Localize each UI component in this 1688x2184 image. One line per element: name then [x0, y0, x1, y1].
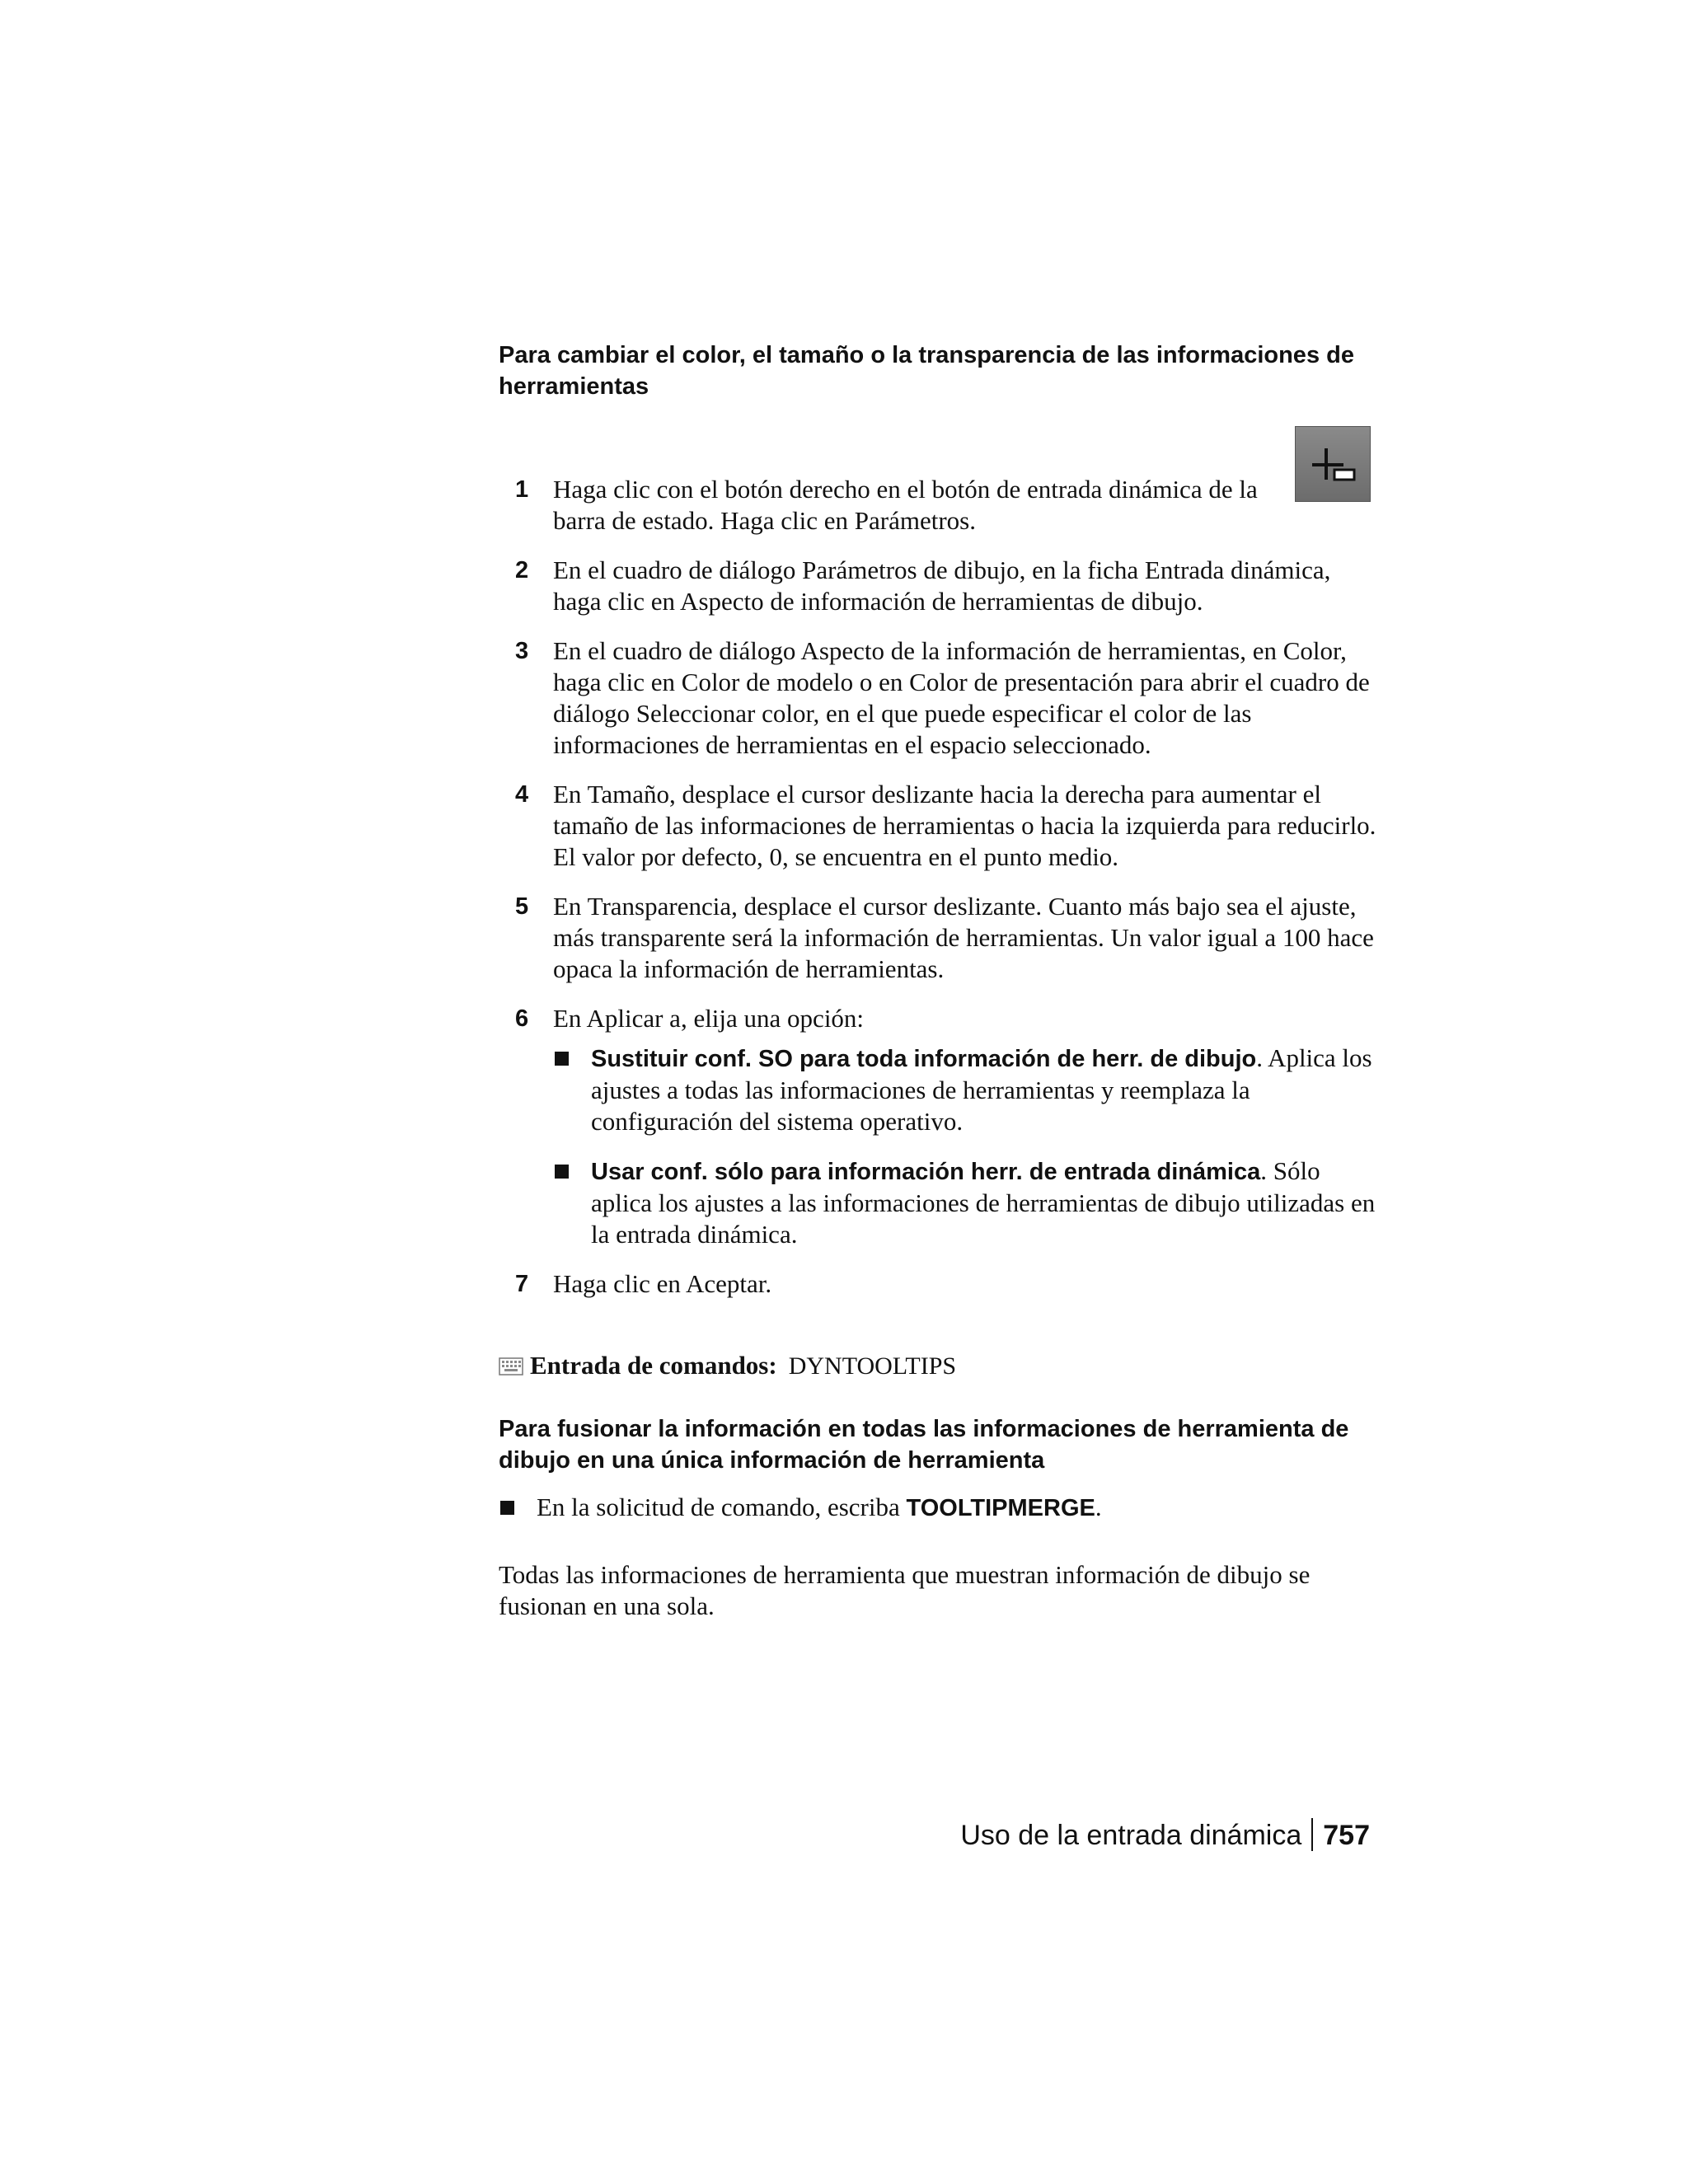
step-text: En el cuadro de diálogo Aspecto de la información de herramientas, en Color, haga clic en Color de modelo o en Color de presentación para abrir el cuadro de diálogo Seleccionar color, en el que puede especificar el color de las informaciones de herramientas en el espacio seleccionado. — [553, 636, 1370, 759]
step-item — [499, 635, 1381, 761]
footer-divider — [1311, 1818, 1313, 1851]
dynamic-input-icon — [1295, 426, 1371, 502]
step-number: 2 — [515, 557, 529, 583]
option-name: Usar conf. sólo para información herr. de entrada dinámica — [591, 1159, 1261, 1185]
procedure-heading: Para fusionar la información en todas las informaciones de herramienta de dibujo en una única información de herramienta — [499, 1416, 1349, 1474]
keyboard-icon — [499, 1357, 523, 1376]
step-number: 4 — [515, 781, 529, 808]
step-item — [499, 891, 1381, 985]
step-item — [499, 474, 1381, 537]
option-description: . Sólo aplica los ajustes a las informaciones de herramientas de dibujo utilizadas en la entrada dinámica. — [591, 1156, 1376, 1249]
step-text: Haga clic en Aceptar. — [553, 1269, 772, 1298]
step-number: 5 — [515, 893, 529, 920]
result-paragraph: Todas las informaciones de herramienta que muestran información de dibujo se fusionan en una sola. — [499, 1560, 1311, 1620]
step-item — [499, 1268, 1381, 1300]
footer-section-title: Uso de la entrada dinámica — [960, 1820, 1302, 1851]
step-number: 3 — [515, 638, 529, 664]
step-text: Haga clic con el botón derecho en el botón de entrada dinámica de la barra de estado. Haga clic en Parámetros. — [553, 475, 1258, 535]
step-number: 7 — [515, 1271, 529, 1297]
step-item — [499, 1003, 1381, 1250]
step-text: En la solicitud de comando, escriba — [537, 1493, 907, 1521]
command-entry — [499, 1350, 956, 1382]
square-bullet-icon — [555, 1165, 569, 1179]
step-number: 6 — [515, 1005, 529, 1032]
step-text: En Transparencia, desplace el cursor deslizante. Cuanto más bajo sea el ajuste, más transparente será la información de herramientas. Un valor igual a 100 hace opaca la información de herramientas. — [553, 892, 1374, 983]
step-punctuation: . — [1095, 1493, 1102, 1521]
square-bullet-icon — [555, 1052, 569, 1066]
option-name: Sustituir conf. SO para toda información de herr. de dibujo — [591, 1046, 1257, 1072]
step-text: En Tamaño, desplace el cursor deslizante hacia la derecha para aumentar el tamaño de las informaciones de herramientas o hacia la izquierda para reducirlo. El valor por defecto, 0, se encuentra en el punto medio. — [553, 780, 1376, 871]
command-entry-label: Entrada de comandos: — [530, 1351, 777, 1380]
option-description: . Aplica los ajustes a todas las informaciones de herramientas y reemplaza la configuración del sistema operativo. — [591, 1043, 1372, 1136]
step-item — [499, 555, 1381, 617]
procedure-heading: Para cambiar el color, el tamaño o la transparencia de las informaciones de herramientas — [499, 342, 1354, 400]
step-text: En Aplicar a, elija una opción: — [553, 1004, 865, 1033]
page-footer — [960, 1818, 1370, 1852]
option-item — [553, 1043, 1381, 1137]
procedure-steps — [499, 474, 1381, 1300]
command-name: TOOLTIPMERGE — [906, 1495, 1095, 1521]
step-text: En el cuadro de diálogo Parámetros de dibujo, en la ficha Entrada dinámica, haga clic en Aspecto de información de herramientas de dibujo. — [553, 555, 1331, 616]
procedure-step — [499, 1492, 1381, 1524]
square-bullet-icon — [500, 1501, 514, 1515]
option-item — [553, 1155, 1381, 1250]
step-item — [499, 779, 1381, 873]
option-list — [553, 1043, 1381, 1250]
step-number: 1 — [515, 476, 529, 503]
page-number: 757 — [1323, 1820, 1370, 1851]
command-name: DYNTOOLTIPS — [788, 1352, 957, 1380]
